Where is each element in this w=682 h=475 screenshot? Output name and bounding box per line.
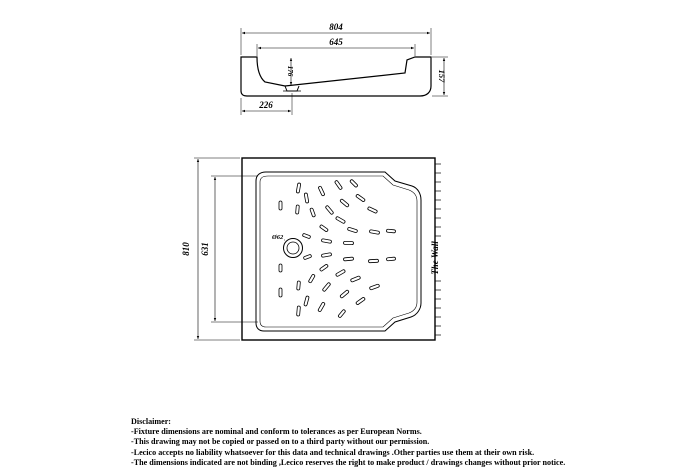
waste-outlet-plan-inner xyxy=(287,242,299,254)
dim-waste-diameter: Ø62 xyxy=(272,234,284,241)
disclaimer-title: Disclaimer: xyxy=(131,417,172,426)
tray-inner-outline-secondary xyxy=(260,176,417,327)
disclaimer-line: -This drawing may not be copied or passed on to a third party without our permission. xyxy=(131,437,430,447)
plan-view xyxy=(194,158,441,340)
wall-label: The Wall xyxy=(430,241,440,275)
dim-plan-inner: 631 xyxy=(200,242,210,256)
disclaimer-line: -The dimensions indicated are not binding ,Lecico reserves the right to make product / drawings changes without prior notice. xyxy=(131,457,566,467)
dim-plan-outer: 810 xyxy=(181,242,191,256)
dim-overall-width: 804 xyxy=(329,22,343,32)
disclaimer-line: -Fixture dimensions are nominal and conform to tolerances as per European Norms. xyxy=(131,427,422,437)
dim-overall-height: 157 xyxy=(437,69,447,83)
dim-inner-depth: 176 xyxy=(286,65,294,77)
disclaimer xyxy=(131,417,676,468)
anti-slip-ribs xyxy=(279,179,396,318)
waste-outlet-plan xyxy=(284,239,303,258)
dim-waste-offset: 226 xyxy=(259,100,273,110)
tray-section-outline xyxy=(241,57,431,96)
tray-outer-edge xyxy=(242,158,435,340)
dim-inner-width: 645 xyxy=(329,37,343,47)
tray-inner-outline xyxy=(256,172,421,331)
disclaimer-line: -Lecico accepts no liability whatsoever for this data and technical drawings .Other parties use them at their own risk. xyxy=(131,447,535,457)
waste-outlet xyxy=(285,86,299,91)
